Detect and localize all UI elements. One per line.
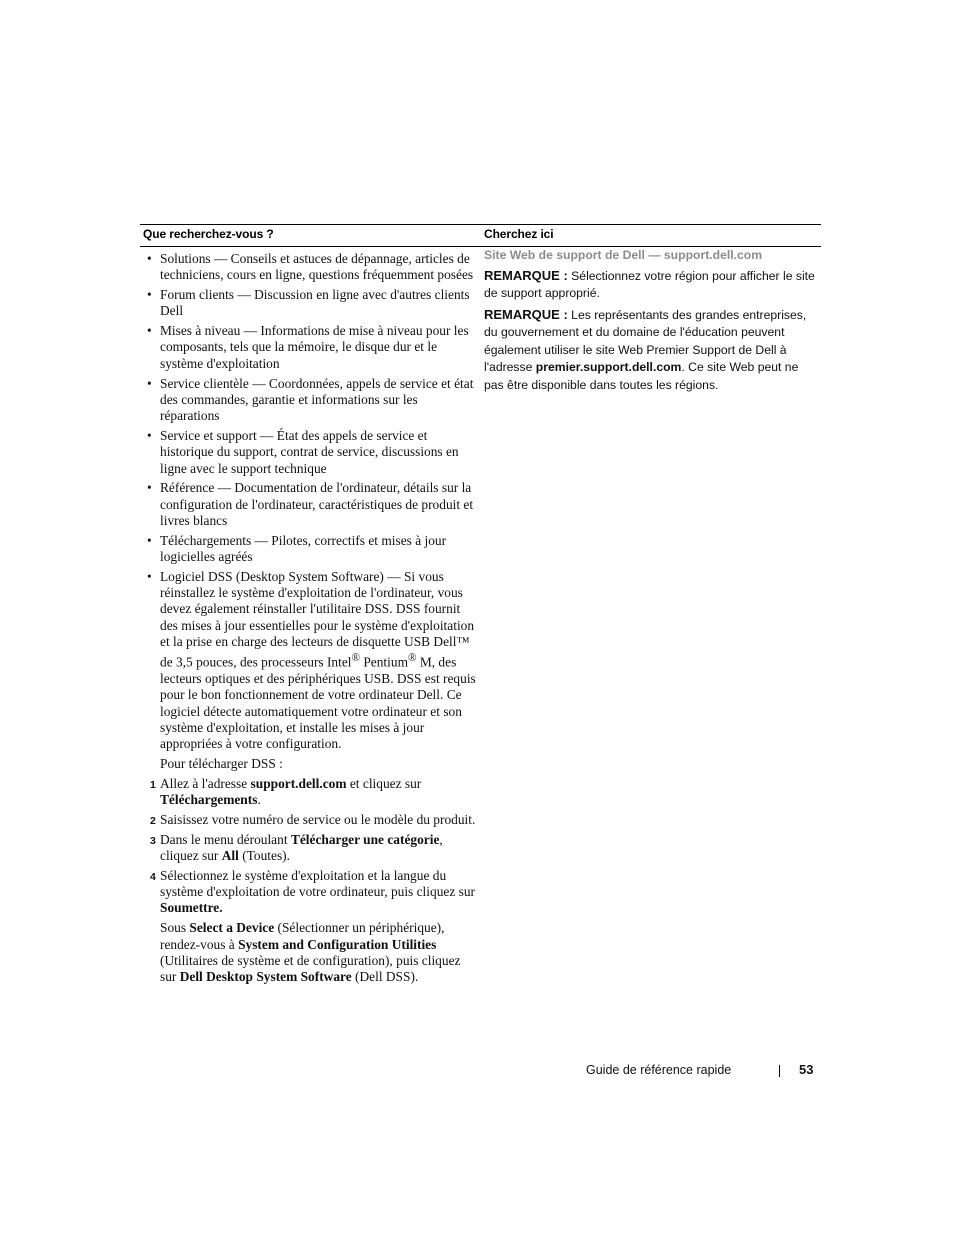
dell-support-site-link[interactable]: Site Web de support de Dell — support.dell.com [484, 248, 763, 262]
download-intro: Pour télécharger DSS : [160, 756, 283, 772]
bullet-icon: • [147, 568, 152, 584]
note-premier-support: REMARQUE : Les représentants des grandes entreprises, du gouvernement et du domaine de l'éducation peuvent également utiliser le site Web Premier Support de Dell à l'adresse premier.support.dell.com. Ce site Web peut ne pas être disponible dans toutes les régions. [484, 306, 807, 392]
resource-list [140, 251, 480, 753]
note-region: REMARQUE : Sélectionnez votre région pour afficher le site de support approprié. [484, 267, 815, 300]
dss-list-item: • Logiciel DSS (Desktop System Software) — Si vous réinstallez le système d'exploitation de l'ordinateur, vous devez également réinstaller l'utilitaire DSS. DSS fournit des mises à jour essentielles pour le système d'exploitation et la prise en charge des lecteurs de disquette USB Dell™ de 3,5 pouces, des processeurs Intel® Pentium® M, des lecteurs optiques et des périphériques USB. DSS est requis pour le bon fonctionnement de votre ordinateur Dell. Ce logiciel détecte automatiquement votre ordinateur et son système d'exploitation, et installe les mises à jour appropriées à votre configuration. [147, 568, 476, 752]
table-top-rule [140, 224, 821, 225]
header-where-to-look: Cherchez ici [484, 227, 554, 241]
step-item: 3 Dans le menu déroulant Télécharger une catégorie, cliquez sur All (Toutes). [150, 831, 443, 864]
list-item: • Solutions — Conseils et astuces de dépannage, articles de techniciens, cours en ligne, questions fréquemment posées [147, 251, 474, 283]
support-link[interactable]: support.dell.com [250, 775, 347, 791]
list-item: • Service clientèle — Coordonnées, appels de service et état des commandes, garantie et informations sur les réparations [147, 375, 474, 424]
footer-title: Guide de référence rapide [586, 1063, 732, 1077]
list-item: • Référence — Documentation de l'ordinateur, détails sur la configuration de l'ordinateur, caractéristiques de produit et livres blancs [147, 480, 474, 528]
left-column [140, 251, 480, 989]
bullet-icon: • [147, 323, 152, 339]
bullet-icon: • [147, 375, 152, 391]
footer-separator [779, 1065, 780, 1077]
download-steps [140, 776, 480, 917]
header-what-looking-for: Que recherchez-vous ? [143, 227, 274, 241]
premier-support-link[interactable]: premier.support.dell.com [535, 360, 682, 374]
page-number: 53 [799, 1062, 814, 1077]
step-item: 4 Sélectionnez le système d'exploitation et la langue du système d'exploitation de votre ordinateur, puis cliquez sur Soumettre. [150, 867, 475, 916]
bullet-icon: • [147, 427, 152, 443]
list-item: • Mises à niveau — Informations de mise à niveau pour les composants, tels que la mémoire, le disque dur et le système d'exploitation [147, 323, 469, 371]
step-item: 2 Saisissez votre numéro de service ou le modèle du produit. [150, 811, 476, 827]
page-footer [586, 1061, 821, 1081]
bullet-icon: • [147, 532, 152, 548]
final-instructions: Sous Select a Device (Sélectionner un périphérique), rendez-vous à System and Configuration Utilities (Utilitaires de système et de configuration), puis cliquez sur Dell Desktop System Software (Dell DSS). [160, 920, 461, 985]
bullet-icon: • [147, 251, 152, 266]
bullet-icon: • [147, 480, 152, 496]
bullet-icon: • [147, 287, 152, 303]
step-item: 1 Allez à l'adresse support.dell.com et cliquez sur Téléchargements. [150, 775, 422, 808]
list-item: • Forum clients — Discussion en ligne avec d'autres clients Dell [147, 287, 470, 319]
list-item: • Téléchargements — Pilotes, correctifs et mises à jour logicielles agréés [147, 532, 447, 565]
list-item: • Service et support — État des appels de service et historique du support, contrat de service, discussions en ligne avec le support technique [147, 427, 459, 476]
right-column [484, 247, 818, 397]
